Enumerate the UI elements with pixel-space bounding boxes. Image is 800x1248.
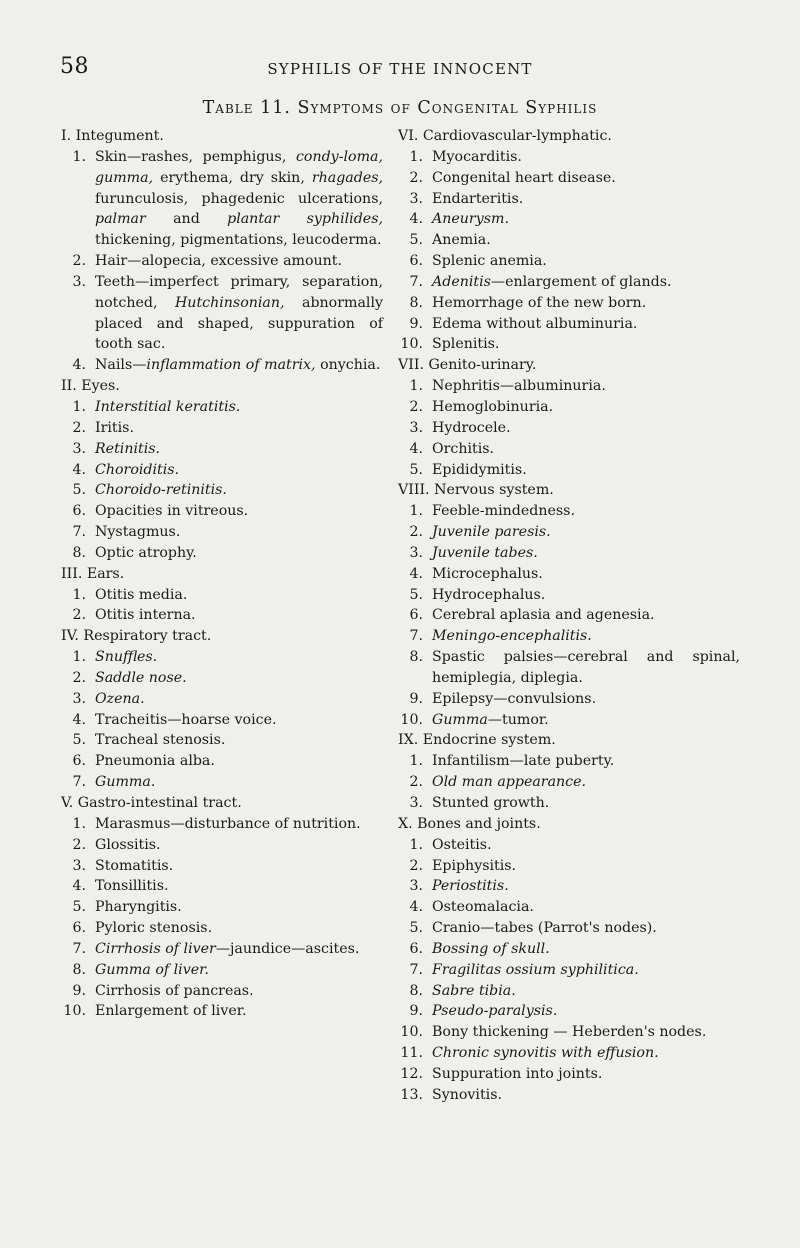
list-item: 10. Enlargement of liver. — [63, 1003, 247, 1020]
list-item: 3. Stomatitis. — [72, 857, 174, 874]
list-item: 1. Skin—rashes, pemphigus, condy-loma, gumma, erythema, dry skin, rhagades, furunculosis, phagedenic ulcerations, palmar and plantar syphilides, thickening, pigmentations, leucoderma. — [72, 148, 383, 249]
table-title: Table 11. Symptoms of Congenital Syphilis — [202, 98, 598, 118]
left-column — [61, 126, 383, 1022]
list-item: 8. Optic atrophy. — [72, 544, 197, 561]
section-heading: VIII. Nervous system. — [398, 482, 554, 499]
section-heading: VII. Genito-urinary. — [398, 357, 537, 374]
list-item: 12. Suppuration into joints. — [400, 1065, 603, 1082]
list-item: 2. Juvenile paresis. — [409, 524, 551, 541]
list-item: 5. Choroido-retinitis. — [72, 482, 227, 499]
list-item: 9. Pseudo-paralysis. — [409, 1003, 558, 1020]
list-item: 2. Saddle nose. — [72, 669, 187, 686]
list-item: 10. Splenitis. — [400, 336, 500, 353]
list-item: 4. Nails—inflammation of matrix, onychia. — [72, 357, 381, 374]
list-item: 4. Aneurysm. — [409, 211, 509, 228]
list-item: 6. Opacities in vitreous. — [72, 503, 249, 520]
list-item: 6. Splenic anemia. — [409, 253, 547, 270]
list-item: 2. Glossitis. — [72, 836, 161, 853]
section-heading: X. Bones and joints. — [398, 815, 541, 832]
list-item: 1. Osteitis. — [409, 836, 492, 853]
section-heading: IX. Endocrine system. — [398, 732, 556, 749]
list-item: 4. Osteomalacia. — [409, 899, 534, 916]
list-item: 3. Hydrocele. — [409, 419, 511, 436]
list-item: 8. Hemorrhage of the new born. — [409, 294, 647, 311]
list-item: 3. Juvenile tabes. — [409, 544, 538, 561]
list-item: 7. Meningo-encephalitis. — [409, 628, 592, 645]
section-heading: IV. Respiratory tract. — [61, 628, 212, 645]
list-item: 4. Choroiditis. — [72, 461, 180, 478]
list-item: 3. Teeth—imperfect primary, separation, notched, Hutchinsonian, abnormally placed and shaped, suppuration of tooth sac. — [72, 273, 383, 353]
list-item: 10. Bony thickening — Heberden's nodes. — [400, 1024, 707, 1041]
list-item: 11. Chronic synovitis with effusion. — [400, 1045, 659, 1062]
list-item: 5. Epididymitis. — [409, 461, 527, 478]
list-item: 8. Gumma of liver. — [72, 961, 209, 978]
list-item: 9. Epilepsy—convulsions. — [409, 690, 597, 707]
list-item: 5. Pharyngitis. — [72, 899, 182, 916]
list-item: 5. Cranio—tabes (Parrot's nodes). — [409, 920, 657, 937]
list-item: 5. Tracheal stenosis. — [72, 732, 226, 749]
list-item: 4. Microcephalus. — [409, 565, 543, 582]
list-item: 2. Otitis interna. — [72, 607, 196, 624]
list-item: 9. Edema without albuminuria. — [409, 315, 638, 332]
page-number: 58 — [60, 54, 89, 79]
list-item: 2. Hemoglobinuria. — [409, 398, 554, 415]
list-item: 1. Snuffles. — [72, 649, 158, 666]
list-item: 9. Cirrhosis of pancreas. — [72, 982, 254, 999]
list-item: 2. Hair—alopecia, excessive amount. — [72, 253, 343, 270]
section-heading: I. Integument. — [61, 128, 164, 144]
list-item: 3. Ozena. — [72, 690, 145, 707]
list-item: 2. Epiphysitis. — [409, 857, 517, 874]
list-item: 7. Gumma. — [72, 774, 156, 791]
list-item: 7. Fragilitas ossium syphilitica. — [409, 961, 639, 978]
list-item: 1. Marasmus—disturbance of nutrition. — [72, 815, 361, 832]
list-item: 3. Endarteritis. — [409, 190, 524, 207]
list-item: 2. Congenital heart disease. — [409, 169, 616, 186]
list-item: 7. Adenitis—enlargement of glands. — [409, 273, 672, 290]
list-item: 1. Interstitial keratitis. — [72, 398, 241, 415]
list-item: 3. Retinitis. — [72, 440, 161, 457]
section-heading: V. Gastro-intestinal tract. — [61, 795, 242, 811]
list-item: 10. Gumma—tumor. — [400, 711, 549, 728]
section-heading: III. Ears. — [61, 565, 125, 582]
section-heading: II. Eyes. — [61, 378, 120, 395]
list-item: 5. Hydrocephalus. — [409, 586, 546, 603]
list-item: 2. Iritis. — [72, 419, 134, 436]
list-item: 1. Feeble-mindedness. — [409, 503, 575, 520]
list-item: 7. Cirrhosis of liver—jaundice—ascites. — [72, 940, 360, 957]
list-item: 6. Bossing of skull. — [409, 940, 550, 957]
list-item: 4. Tracheitis—hoarse voice. — [72, 711, 277, 728]
list-item: 6. Pyloric stenosis. — [72, 920, 213, 937]
list-item: 6. Pneumonia alba. — [72, 753, 215, 770]
list-item: 8. Sabre tibia. — [409, 982, 516, 999]
list-item: 5. Anemia. — [409, 232, 491, 249]
right-column — [398, 126, 740, 1106]
list-item: 7. Nystagmus. — [72, 524, 181, 541]
list-item: 3. Periostitis. — [409, 878, 509, 895]
list-item: 6. Cerebral aplasia and agenesia. — [409, 607, 655, 624]
list-item: 1. Nephritis—albuminuria. — [409, 378, 606, 395]
list-item: 1. Myocarditis. — [409, 148, 522, 165]
list-item: 4. Tonsillitis. — [72, 878, 169, 895]
running-head: SYPHILIS OF THE INNOCENT — [267, 60, 533, 78]
list-item: 1. Otitis media. — [72, 586, 188, 603]
list-item: 4. Orchitis. — [409, 440, 495, 457]
list-item: 2. Old man appearance. — [409, 774, 587, 791]
list-item: 3. Stunted growth. — [409, 795, 550, 811]
section-heading: VI. Cardiovascular-lymphatic. — [398, 128, 612, 144]
list-item: 8. Spastic palsies—cerebral and spinal, hemiplegia, diplegia. — [409, 649, 740, 686]
list-item: 1. Infantilism—late puberty. — [409, 753, 615, 770]
list-item: 13. Synovitis. — [400, 1086, 502, 1103]
